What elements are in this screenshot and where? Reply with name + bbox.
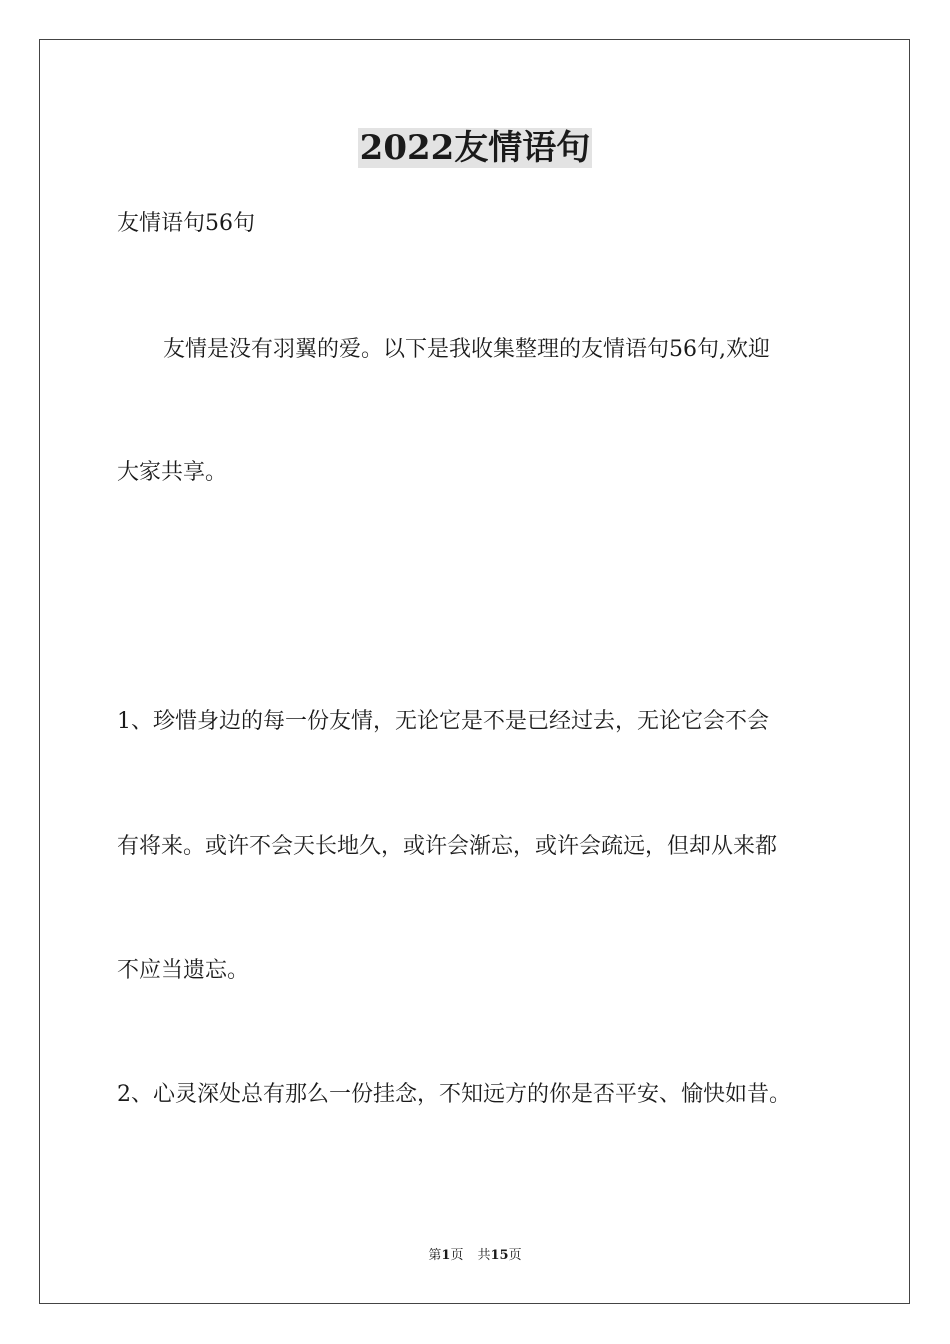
- page-footer: [0, 1247, 950, 1265]
- document-subtitle: 友情语句56句: [117, 211, 255, 236]
- page-number: 1: [441, 1248, 451, 1263]
- page-suffix: 页: [450, 1248, 464, 1263]
- total-pages: 15: [490, 1248, 509, 1263]
- paragraph-line: 2、心灵深处总有那么一份挂念，不知远方的你是否平安、愉快如昔。: [117, 1082, 791, 1107]
- total-suffix: 页: [508, 1248, 522, 1263]
- total-prefix: 共: [477, 1248, 491, 1263]
- paragraph-line: 大家共享。: [117, 460, 228, 485]
- document-title: 2022友情语句: [359, 128, 591, 168]
- paragraph-line: 友情是没有羽翼的爱。以下是我收集整理的友情语句56句,欢迎: [163, 337, 770, 362]
- paragraph-line: 有将来。或许不会天长地久，或许会渐忘，或许会疏远，但却从来都: [117, 834, 778, 859]
- paragraph-line: 1、珍惜身边的每一份友情，无论它是不是已经过去，无论它会不会: [117, 709, 769, 734]
- page-prefix: 第: [428, 1248, 442, 1263]
- paragraph-line: 不应当遗忘。: [117, 958, 250, 983]
